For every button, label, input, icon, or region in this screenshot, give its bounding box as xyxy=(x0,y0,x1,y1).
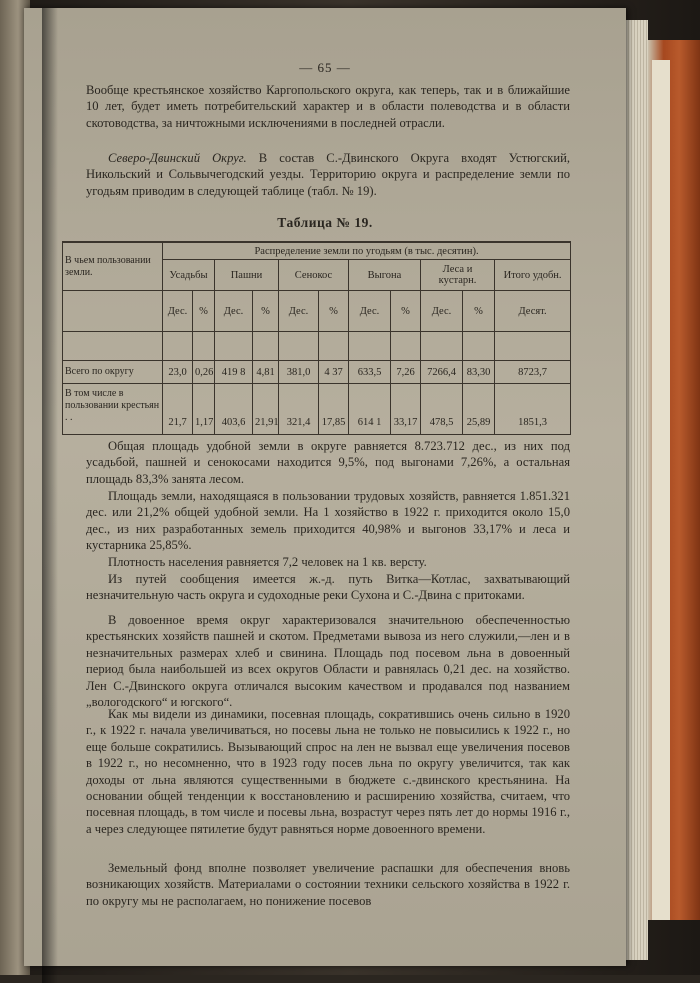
subheader-pct: % xyxy=(253,291,279,332)
paragraph: Как мы видели из динамики, посевная площадь, сократившись очень сильно в 1920 г., к 1922 г. начала увеличиваться, но посевы льна не только не повысились к 1922 г., но еще больше сократились. Вызывающий спрос на лен не вызвал еще увеличения посевов в 1922 г., но несомненно, что в 1923 году посев льна по округу увеличится, так как доходы от льна являются существенными в бюджете с.-двинского крестьянина. На основании общей тенденции к восстановлению и расширению хозяйства, считаем, что посевная площадь, в том числе и посевы льна, возрастут через пять лет до нормы 1916 г., а через следующее пятилетие будут равняться норме довоенного времени. xyxy=(86,707,570,836)
table-row xyxy=(63,361,571,384)
column-header: Усадьбы xyxy=(163,260,215,291)
subheader-pct: % xyxy=(319,291,349,332)
row-label-header-cont xyxy=(63,291,163,332)
paragraph: Из путей сообщения имеется ж.-д. путь Витка—Котлас, захватывающий незначительную часть округа и судоходные реки Сухона и С.-Двина с притоками. xyxy=(86,572,570,603)
district-heading: Северо-Двинский Округ. xyxy=(108,151,247,165)
paragraph: В довоенное время округ характеризовался значительною обеспеченностью крестьянских хозяйств пашней и скотом. Предметами вывоза из него служили,—лен и в незначительных размерах хлеб и свинина. Площадь под посевом льна в довоенный период была наибольшей из всех округов Области и равнялась 0,21 дес. на хозяйство. Лен С.-Двинского округа отличался высоким качеством и продавался под названием „вологодского“ и югского“. xyxy=(86,613,570,710)
table-cell: 381,0 xyxy=(279,361,319,384)
page-number: — 65 — xyxy=(299,60,351,75)
row-label: В том числе в пользовании крестьян . . xyxy=(63,384,163,435)
row-label-header: В чьем пользовании земли. xyxy=(63,242,163,291)
spine-paper xyxy=(652,60,670,920)
table-cell: 633,5 xyxy=(349,361,391,384)
table-cell: 321,4 xyxy=(279,384,319,435)
table-cell: 614 1 xyxy=(349,384,391,435)
column-header: Сенокос xyxy=(279,260,349,291)
subheader-des: Дес. xyxy=(163,291,193,332)
column-header: Итого удобн. xyxy=(495,260,571,291)
paragraph: Площадь земли, находящаяся в пользовании трудовых хозяйств, равняется 1.851.321 дес. или 21,2% общей удобной земли. На 1 хозяйство в 1922 г. приходится около 15,0 дес., из них разработанных земель приходится 40,98% и выгонов 33,17% и леса и кустарника 25,85%. xyxy=(86,489,570,553)
table-cell: 1,17 xyxy=(193,384,215,435)
subheader-pct: % xyxy=(391,291,421,332)
paragraph: Общая площадь удобной земли в округе равняется 8.723.712 дес., из них под усадьбой, пашней и сенокосами находится 9,5%, под выгонами 7,26%, а остальная площадь 83,3% занята лесом. xyxy=(86,439,570,486)
table-cell: 419 8 xyxy=(215,361,253,384)
page-block-edge xyxy=(626,20,648,960)
page-gutter-shadow xyxy=(42,8,58,983)
land-distribution-table xyxy=(62,241,571,435)
paragraph: Плотность населения равняется 7,2 человек на 1 кв. версту. xyxy=(108,555,427,569)
paragraph: Вообще крестьянское хозяйство Каргопольского округа, как теперь, так и в ближайшие 10 лет, будет иметь потребительский характер и в области полеводства и в области скотоводства, за ничтожными исключениями в последней отрасли. xyxy=(86,83,570,130)
table-cell: 83,30 xyxy=(463,361,495,384)
subheader-total: Десят. xyxy=(495,291,571,332)
paragraph: Земельный фонд вполне позволяет увеличение распашки для обеспечения вновь возникающих хозяйств. Материалами о состоянии техники сельского хозяйства в 1922 г. по округу мы не располагаем, но понижение посевов xyxy=(86,861,570,908)
table-row xyxy=(63,384,571,435)
table-cell: 0,26 xyxy=(193,361,215,384)
subheader-des: Дес. xyxy=(349,291,391,332)
table-cell: 17,85 xyxy=(319,384,349,435)
table-cell: 21,7 xyxy=(163,384,193,435)
table-cell: 25,89 xyxy=(463,384,495,435)
row-label: Всего по округу xyxy=(63,361,163,384)
table-cell: 7266,4 xyxy=(421,361,463,384)
table-cell: 23,0 xyxy=(163,361,193,384)
column-header: Выгона xyxy=(349,260,421,291)
group-header: Распределение земли по угодьям (в тыс. десятин). xyxy=(163,242,571,260)
table-cell: 478,5 xyxy=(421,384,463,435)
table-title: Таблица № 19. xyxy=(277,215,373,230)
table-cell: 403,6 xyxy=(215,384,253,435)
table-cell: 21,91 xyxy=(253,384,279,435)
table-cell: 1851,3 xyxy=(495,384,571,435)
subheader-pct: % xyxy=(463,291,495,332)
book-page xyxy=(24,8,626,966)
subheader-des: Дес. xyxy=(421,291,463,332)
subheader-des: Дес. xyxy=(215,291,253,332)
column-header: Пашни xyxy=(215,260,279,291)
table-cell: 4 37 xyxy=(319,361,349,384)
table-cell: 4,81 xyxy=(253,361,279,384)
subheader-pct: % xyxy=(193,291,215,332)
table-cell: 8723,7 xyxy=(495,361,571,384)
subheader-des: Дес. xyxy=(279,291,319,332)
paragraph: Северо-Двинский Округ. В состав С.-Двинского Округа входят Устюгский, Никольский и Сольвычегодский уезды. Территорию округа и распределение земли по угодьям приводим в следующей таблице (табл. № 19). xyxy=(86,151,570,198)
table-cell: 7,26 xyxy=(391,361,421,384)
column-header: Леса и кустарн. xyxy=(421,260,495,291)
table-cell: 33,17 xyxy=(391,384,421,435)
